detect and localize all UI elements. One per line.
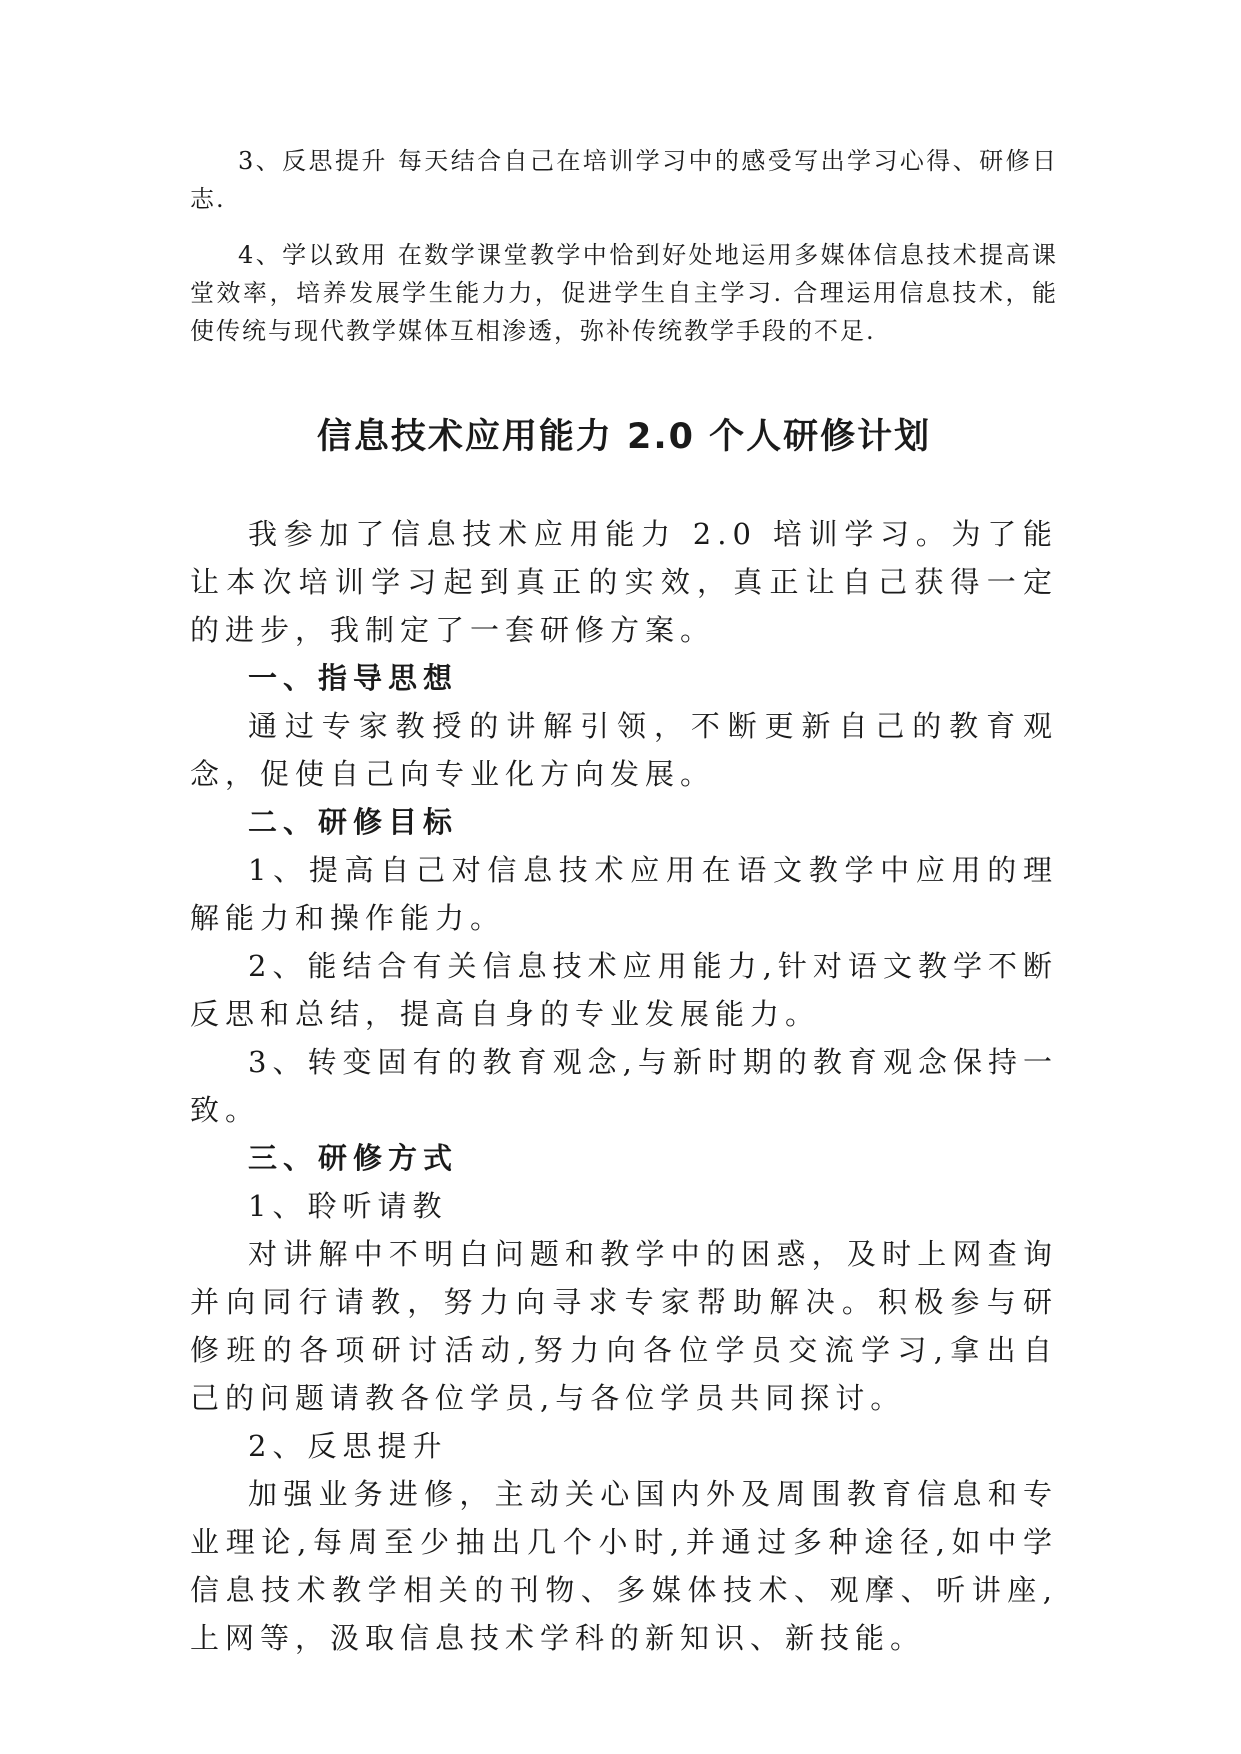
guiding-thought-paragraph: 通过专家教授的讲解引领，不断更新自己的教育观念，促使自己向专业化方向发展。 bbox=[190, 709, 1058, 791]
goal-item: 1、提高自己对信息技术应用在语文教学中应用的理解能力和操作能力。 bbox=[190, 853, 1058, 935]
section-heading-goals: 二、研修目标 bbox=[248, 805, 459, 839]
document-title: 信息技术应用能力 2.0 个人研修计划 bbox=[316, 417, 932, 457]
document-body bbox=[190, 142, 1058, 1662]
section-heading-guiding-thought: 一、指导思想 bbox=[248, 661, 459, 695]
method-listen-paragraph: 对讲解中不明白问题和教学中的困惑，及时上网查询并向同行请教，努力向寻求专家帮助解决。积极参与研修班的各项研讨活动,努力向各位学员交流学习,拿出自己的问题请教各位学员,与各位学员共同探讨。 bbox=[190, 1237, 1058, 1415]
goal-item: 3、转变固有的教育观念,与新时期的教育观念保持一致。 bbox=[190, 1045, 1058, 1127]
goal-item: 2、能结合有关信息技术应用能力,针对语文教学不断反思和总结，提高自身的专业发展能力。 bbox=[190, 949, 1058, 1031]
paragraph-reflection-summary: 3、反思提升 每天结合自己在培训学习中的感受写出学习心得、研修日志. bbox=[190, 147, 1058, 213]
method-subheading-reflect: 2、反思提升 bbox=[248, 1429, 448, 1463]
section-heading-methods: 三、研修方式 bbox=[248, 1141, 459, 1175]
method-subheading-listen: 1、聆听请教 bbox=[248, 1189, 448, 1223]
method-reflect-paragraph: 加强业务进修，主动关心国内外及周围教育信息和专业理论,每周至少抽出几个小时,并通过多种途径,如中学信息技术教学相关的刊物、多媒体技术、观摩、听讲座,上网等，汲取信息技术学科的新知识、新技能。 bbox=[190, 1477, 1058, 1655]
plan-body bbox=[190, 510, 1058, 1662]
paragraph-apply-learning: 4、学以致用 在数学课堂教学中恰到好处地运用多媒体信息技术提高课堂效率，培养发展学生能力力，促进学生自主学习. 合理运用信息技术，能使传统与现代教学媒体互相渗透，弥补传统教学手段的不足. bbox=[190, 241, 1058, 345]
intro-paragraph: 我参加了信息技术应用能力 2.0 培训学习。为了能让本次培训学习起到真正的实效，真正让自己获得一定的进步，我制定了一套研修方案。 bbox=[190, 517, 1058, 647]
